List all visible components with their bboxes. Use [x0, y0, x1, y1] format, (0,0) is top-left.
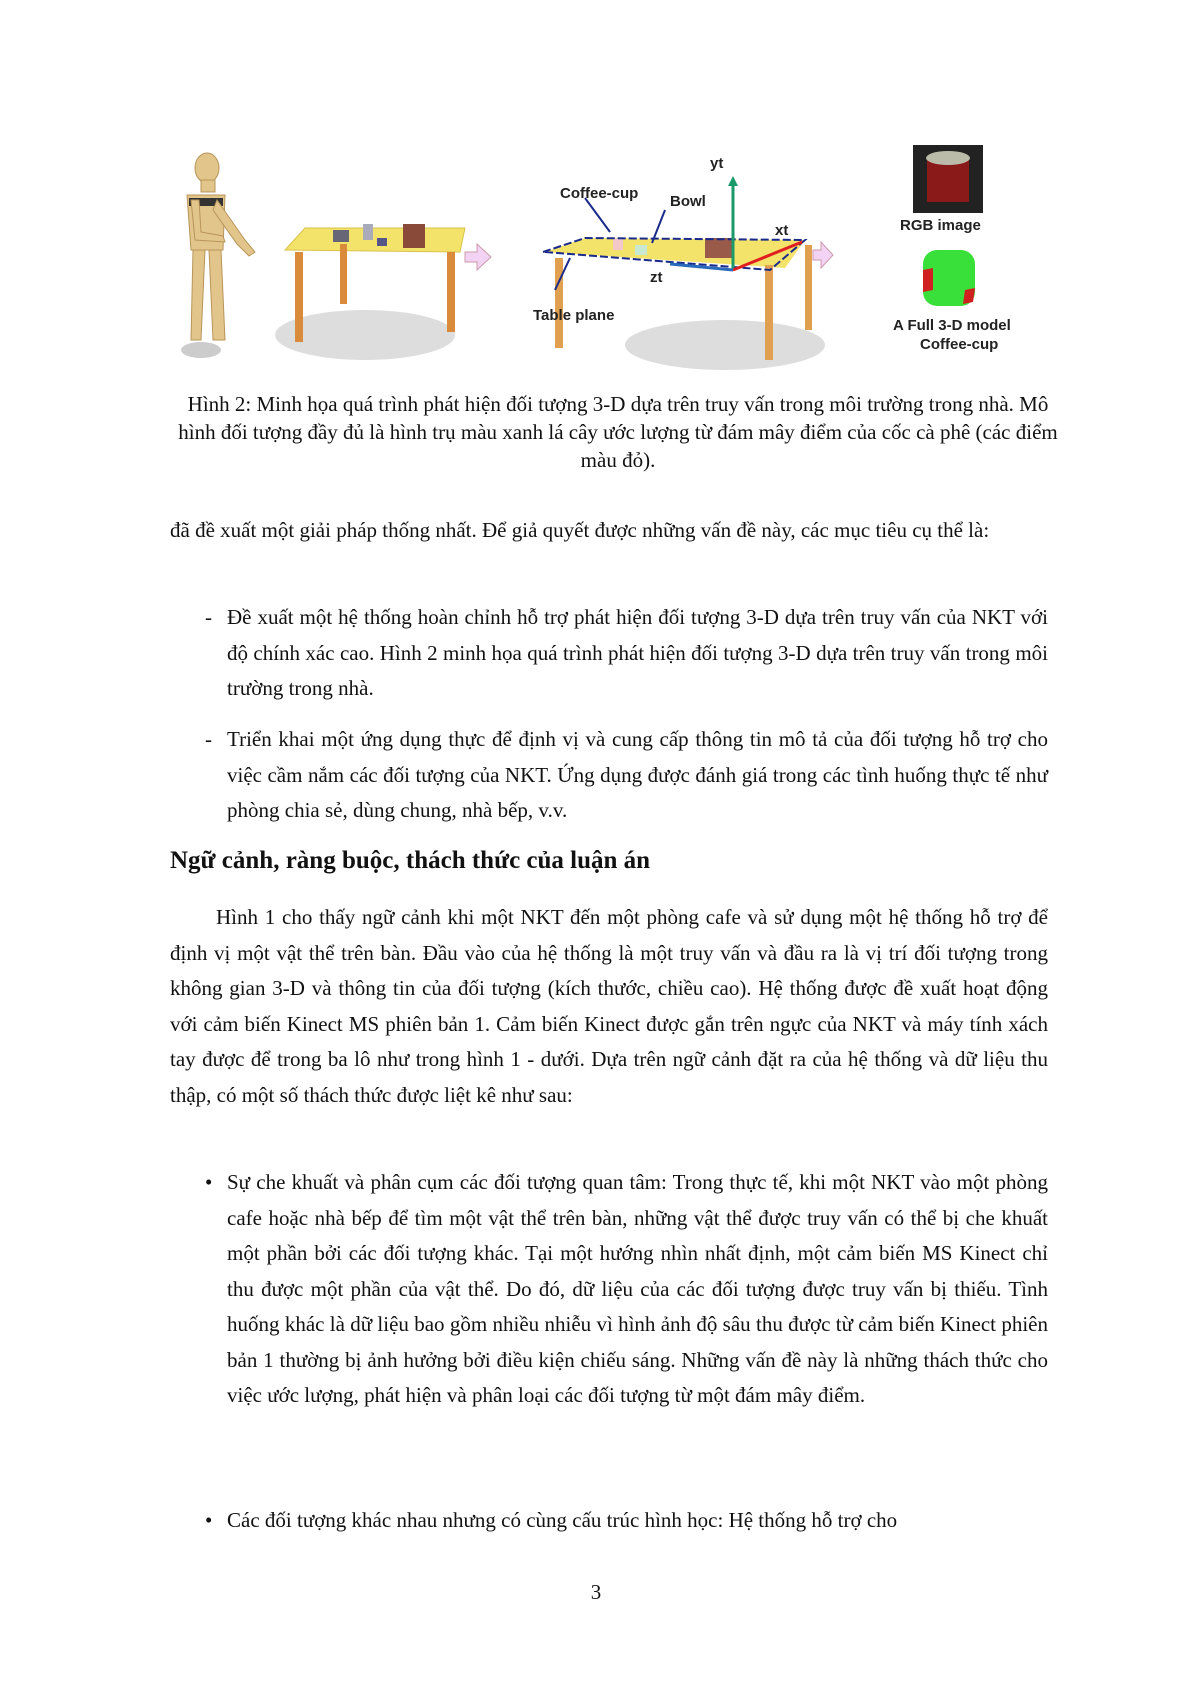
label-coffee-cup: Coffee-cup — [560, 185, 639, 202]
manikin-figure — [181, 153, 255, 358]
label-bowl: Bowl — [670, 193, 706, 210]
rgb-image — [913, 145, 983, 213]
dash-marker: - — [205, 605, 212, 629]
challenge-text: Các đối tượng khác nhau nhưng có cùng cấu trúc hình học: Hệ thống hỗ trợ cho — [227, 1508, 898, 1532]
full-3d-model — [923, 250, 975, 306]
figure-caption: Hình 2: Minh họa quá trình phát hiện đối tượng 3-D dựa trên truy vấn trong môi trường trong nhà. Mô hình đối tượng đầy đủ là hình trụ màu xanh lá cây ước lượng từ đám mây điểm của cốc cà phê (các điểm màu đỏ). — [178, 392, 1058, 472]
label-full-model-1: A Full 3-D model — [893, 317, 1011, 334]
intro-paragraph: đã đề xuất một giải pháp thống nhất. Để giả quyết được những vấn đề này, các mục tiêu cụ thể là: — [170, 518, 990, 542]
goal-text: Đề xuất một hệ thống hoàn chỉnh hỗ trợ phát hiện đối tượng 3-D dựa trên truy vấn của NKT với độ chính xác cao. Hình 2 minh họa quá trình phát hiện đối tượng 3-D dựa trên truy vấn trong môi trường trong nhà. — [227, 605, 1048, 700]
arrow-icon — [813, 242, 833, 268]
figure-illustration — [165, 140, 1045, 380]
label-y-axis: yt — [710, 155, 724, 172]
context-paragraph: Hình 1 cho thấy ngữ cảnh khi một NKT đến một phòng cafe và sử dụng một hệ thống hỗ trợ để định vị một vật thể trên bàn. Đầu vào của hệ thống là một truy vấn và đầu ra là vị trí đối tượng trong không gian 3-D và thông tin của đối tượng (kích thước, chiều cao). Hệ thống được đề xuất hoạt động với cảm biến Kinect MS phiên bản 1. Cảm biến Kinect được gắn trên ngực của NKT và máy tính xách tay được để trong ba lô như trong hình 1 - dưới. Dựa trên ngữ cảnh đặt ra của hệ thống và dữ liệu thu thập, có một số thách thức được liệt kê như sau: — [170, 905, 1048, 1107]
bullet-marker: • — [205, 1170, 213, 1194]
arrow-icon — [465, 244, 491, 270]
challenge-item — [205, 1165, 1048, 1414]
challenge-item — [205, 1503, 1048, 1539]
page-number: 3 — [590, 1580, 602, 1604]
label-x-axis: xt — [775, 222, 789, 239]
goal-text: Triển khai một ứng dụng thực để định vị và cung cấp thông tin mô tả của đối tượng hỗ trợ cho việc cầm nắm các đối tượng của NKT. Ứng dụng được đánh giá trong các tình huống thực tế như phòng chia sẻ, dùng chung, nhà bếp, v.v. — [227, 727, 1048, 822]
table-plane-diagram — [533, 155, 825, 370]
goal-item — [205, 722, 1048, 829]
label-rgb-image: RGB image — [900, 217, 981, 234]
table-with-objects — [275, 224, 465, 360]
section-heading: Ngữ cảnh, ràng buộc, thách thức của luận án — [170, 847, 651, 874]
bullet-marker: • — [205, 1508, 213, 1532]
figure-2 — [165, 140, 1045, 380]
label-z-axis: zt — [650, 269, 663, 286]
label-table-plane: Table plane — [533, 307, 615, 324]
label-full-model-2: Coffee-cup — [920, 336, 999, 353]
dash-marker: - — [205, 727, 212, 751]
goal-item — [205, 600, 1048, 707]
challenge-text: Sự che khuất và phân cụm các đối tượng quan tâm: Trong thực tế, khi một NKT vào một phòng cafe hoặc nhà bếp để tìm một vật thể trên bàn, những vật thể được truy vấn có thể bị che khuất một phần bởi các đối tượng khác. Tại một hướng nhìn nhất định, một cảm biến MS Kinect chỉ thu được một phần của vật thể. Do đó, dữ liệu của các đối tượng được truy vấn bị thiếu. Tình huống khác là dữ liệu bao gồm nhiều nhiễu vì hình ảnh độ sâu thu được từ cảm biến Kinect phiên bản 1 thường bị ảnh hưởng bởi điều kiện chiếu sáng. Những vấn đề này là những thách thức cho việc ước lượng, phát hiện và phân loại các đối tượng từ một đám mây điểm. — [227, 1170, 1048, 1407]
